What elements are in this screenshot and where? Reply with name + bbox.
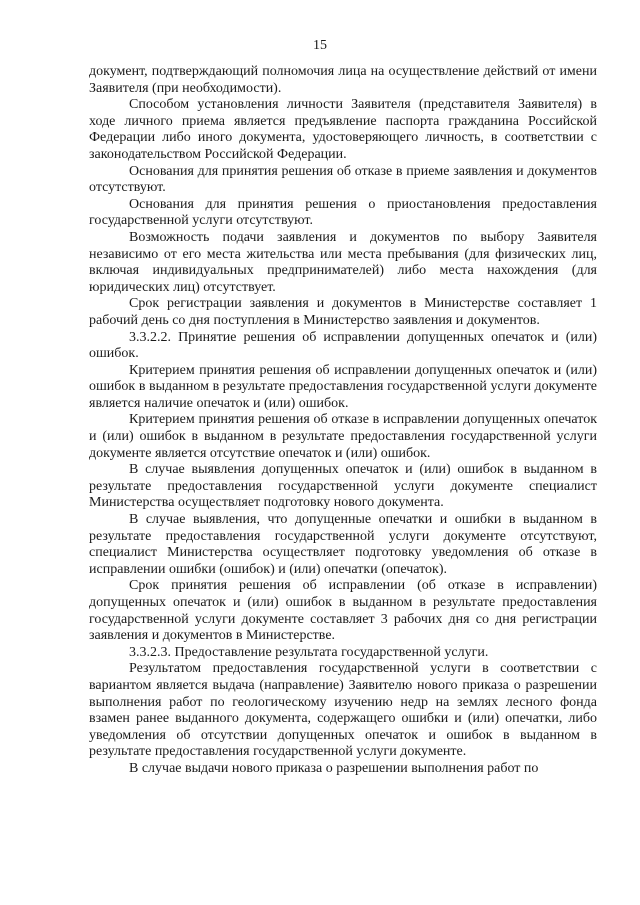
paragraph: Срок принятия решения об исправлении (об отказе в исправлении) допущенных опечаток и (или) ошибок в выданном в результате предоставления государственной услуги документе составляет 3 рабочих дня со дня регистрации заявления и документов в Министерстве. (89, 578, 597, 644)
paragraph: В случае выявления допущенных опечаток и (или) ошибок в выданном в результате предоставления государственной услуги документе специалист Министерства осуществляет подготовку нового документа. (89, 462, 597, 511)
paragraph: Основания для принятия решения об отказе в приеме заявления и документов отсутствуют. (89, 163, 597, 196)
paragraph: В случае выявления, что допущенные опечатки и ошибки в выданном в результате предоставления государственной услуги документе отсутствуют, специалист Министерства осуществляет подготовку уведомления об отказе в исправлении ошибки (ошибок) и (или) опечатки (опечаток). (89, 512, 597, 577)
paragraph: документ, подтверждающий полномочия лица на осуществление действий от имени Заявителя (при необходимости). (89, 64, 597, 96)
paragraph: Возможность подачи заявления и документов по выбору Заявителя независимо от его места жительства или места пребывания (для физических лиц, включая индивидуальных предпринимателей) либо места нахождения (для юридических лиц) отсутствует. (89, 229, 597, 295)
section-heading: 3.3.2.3. Предоставление результата государственной услуги. (129, 644, 489, 660)
paragraph: Основания для принятия решения о приостановления предоставления государственной услуги отсутствуют. (89, 196, 597, 229)
paragraph: Результатом предоставления государственной услуги в соответствии с вариантом является выдача (направление) Заявителю нового приказа о разрешении выполнения работ по геологическому изучению недр на землях лесного фонда взамен ранее выданного документа, содержащего ошибки и (или) опечатки, либо уведомления об отсутствии допущенных опечаток и ошибок в выданном в результате предоставления государственной услуги документе. (89, 661, 597, 760)
page-number: 15 (313, 38, 327, 53)
paragraph: Критерием принятия решения об отказе в исправлении допущенных опечаток и (или) ошибок в выданном в результате предоставления государственной услуги документе является отсутствие опечаток и (или) ошибок. (89, 412, 597, 461)
paragraph: Способом установления личности Заявителя (представителя Заявителя) в ходе личного приема является предъявление паспорта гражданина Российской Федерации либо иного документа, удостоверяющего личность, в соответствии с законодательством Российской Федерации. (89, 97, 597, 162)
paragraph: Критерием принятия решения об исправлении допущенных опечаток и (или) ошибок в выданном в результате предоставления государственной услуги документе является наличие опечаток и (или) ошибок. (89, 362, 597, 411)
section-heading: 3.3.2.2. Принятие решения об исправлении допущенных опечаток и (или) ошибок. (89, 329, 597, 362)
paragraph: В случае выдачи нового приказа о разрешении выполнения работ по (129, 760, 539, 776)
document-body (89, 64, 597, 778)
paragraph: Срок регистрации заявления и документов в Министерстве составляет 1 рабочий день со дня поступления в Министерство заявления и документов. (89, 296, 597, 328)
